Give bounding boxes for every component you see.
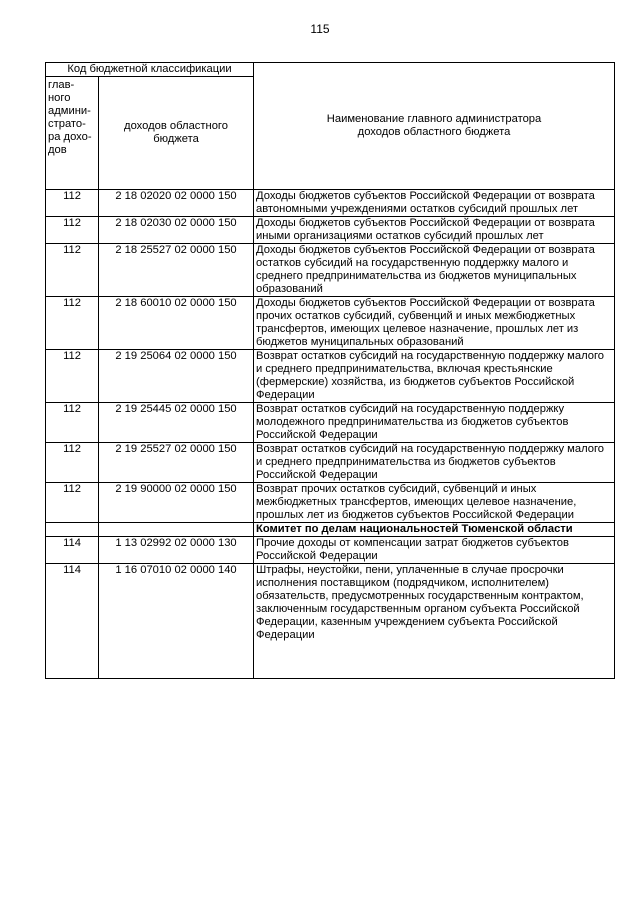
admin-code-cell: 112 <box>46 350 99 403</box>
income-code-cell: 2 18 25527 02 0000 150 <box>99 244 254 297</box>
table-row <box>46 244 615 297</box>
section-empty-code <box>99 523 254 537</box>
table-row <box>46 537 615 564</box>
admin-code-cell: 112 <box>46 483 99 523</box>
income-name-cell: Прочие доходы от компенсации затрат бюджетов субъектов Российской Федерации <box>254 537 615 564</box>
page-number: 115 <box>310 22 330 36</box>
header-name-column: Наименование главного администратора доходов областного бюджета <box>254 63 615 190</box>
income-name-cell: Доходы бюджетов субъектов Российской Федерации от возврата остатков субсидий на государственную поддержку малого и среднего предпринимательства из бюджетов муниципальных образований <box>254 244 615 297</box>
admin-code-cell: 112 <box>46 403 99 443</box>
admin-code-cell: 112 <box>46 190 99 217</box>
section-row <box>46 523 615 537</box>
income-name-cell: Возврат прочих остатков субсидий, субвенций и иных межбюджетных трансфертов, имеющих целевое назначение, прошлых лет из бюджетов субъектов Российской Федерации <box>254 483 615 523</box>
admin-code-cell: 112 <box>46 217 99 244</box>
table-row <box>46 443 615 483</box>
table-row <box>46 483 615 523</box>
table-row <box>46 217 615 244</box>
admin-code-cell: 112 <box>46 443 99 483</box>
header-row-top <box>46 63 615 77</box>
table-row <box>46 297 615 350</box>
income-name-cell: Доходы бюджетов субъектов Российской Федерации от возврата прочих остатков субсидий, субвенций и иных межбюджетных трансфертов, имеющих целевое назначение, прошлых лет из бюджетов муниципальных образований <box>254 297 615 350</box>
table-row <box>46 350 615 403</box>
income-name-cell: Возврат остатков субсидий на государственную поддержку малого и среднего предпринимательства из бюджетов субъектов Российской Федерации <box>254 443 615 483</box>
income-code-cell: 2 18 60010 02 0000 150 <box>99 297 254 350</box>
header-income-column: доходов областного бюджета <box>99 77 254 190</box>
table-row <box>46 190 615 217</box>
income-name-cell: Штрафы, неустойки, пени, уплаченные в случае просрочки исполнения поставщиком (подрядчиком, исполнителем) обязательств, предусмотренных государственным контрактом, заключенным государственным органом субъекта Российской Федерации, казенным учреждением субъекта Российской Федерации <box>254 564 615 679</box>
section-title: Комитет по делам национальностей Тюменской области <box>254 523 615 537</box>
income-name-cell: Возврат остатков субсидий на государственную поддержку молодежного предпринимательства из бюджетов субъектов Российской Федерации <box>254 403 615 443</box>
admin-code-cell: 112 <box>46 297 99 350</box>
section-empty-admin <box>46 523 99 537</box>
admin-code-cell: 114 <box>46 564 99 679</box>
income-name-cell: Доходы бюджетов субъектов Российской Федерации от возврата иными организациями остатков субсидий прошлых лет <box>254 217 615 244</box>
header-admin-column: глав- ного админи- страто- ра дохо- дов <box>46 77 99 190</box>
admin-code-cell: 112 <box>46 244 99 297</box>
header-code-group: Код бюджетной классификации <box>46 63 254 77</box>
admin-code-cell: 114 <box>46 537 99 564</box>
income-code-cell: 1 13 02992 02 0000 130 <box>99 537 254 564</box>
income-code-cell: 2 19 25527 02 0000 150 <box>99 443 254 483</box>
income-name-cell: Возврат остатков субсидий на государственную поддержку малого и среднего предпринимательства, включая крестьянские (фермерские) хозяйства, из бюджетов субъектов Российской Федерации <box>254 350 615 403</box>
budget-classification-table <box>45 62 615 679</box>
income-code-cell: 2 19 25445 02 0000 150 <box>99 403 254 443</box>
income-name-cell: Доходы бюджетов субъектов Российской Федерации от возврата автономными учреждениями остатков субсидий прошлых лет <box>254 190 615 217</box>
table-row <box>46 403 615 443</box>
income-code-cell: 2 18 02020 02 0000 150 <box>99 190 254 217</box>
table-row <box>46 564 615 679</box>
income-code-cell: 2 19 25064 02 0000 150 <box>99 350 254 403</box>
income-code-cell: 1 16 07010 02 0000 140 <box>99 564 254 679</box>
income-code-cell: 2 18 02030 02 0000 150 <box>99 217 254 244</box>
income-code-cell: 2 19 90000 02 0000 150 <box>99 483 254 523</box>
